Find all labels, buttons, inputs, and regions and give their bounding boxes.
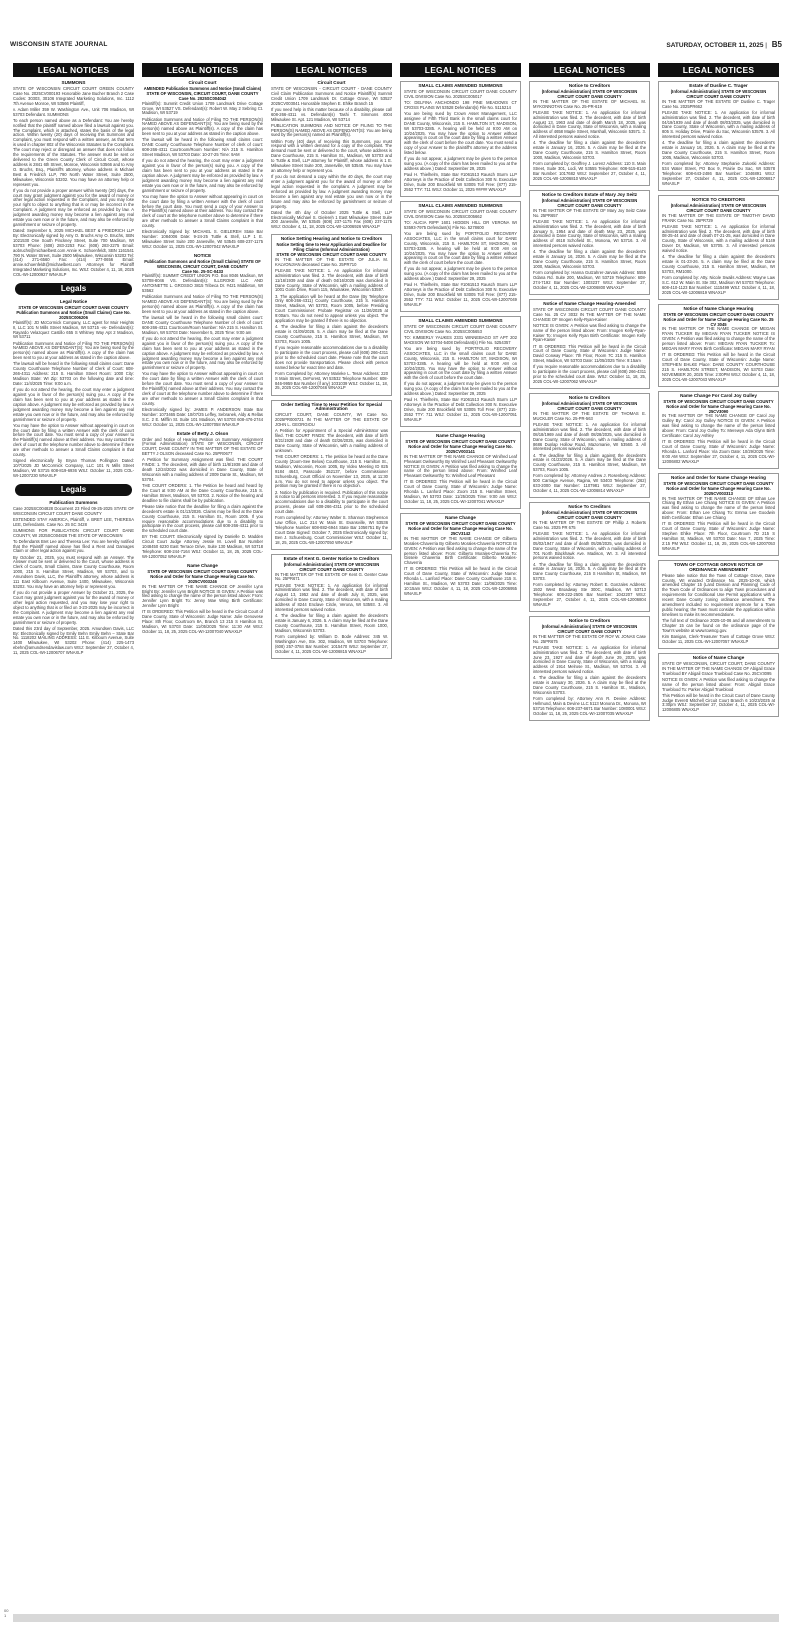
notice-paragraph: Form completed by: Atty. Nicole Swails Address: Wayne Law S.C. 612 W. Main St. Ste 302, Madison WI 53703 Telephone: 608-410-1123 Bar Number: 1115499 WSJ: October 4, 11, 18, 2025 COL-WI-12006819 WNAXLP [662, 275, 775, 295]
legal-notice [13, 81, 134, 278]
notice-paragraph: PLEASE TAKE NOTICE: 1. An application for informal administration was filed. 2. The decedent, with date of birth January 5, 1954 and date of death May 23, 2025, was domiciled in Dane County, State of Wisconsin, with a mailing address of 4618 Schofield St., Monona, WI 53716. 3. All interested persons waived notice. [533, 218, 646, 249]
notice-paragraph: TO: ALICIA RIPP 1601 HIDDEN HILL DR VERONA WI 53593-7975 Defendant(s) File No. 5278600 [404, 219, 517, 230]
notice-paragraph: PUBLICATION SUMMONS AND NOTICE OF FILING TO THE PERSON(S) NAMED ABOVE AS DEFENDANT(S): You are being sued by the person(s) named as Plaintiff(s). [271, 122, 392, 138]
notices-column [271, 63, 392, 1605]
notice-title: Notice and Order for Name Change Hearing [671, 474, 766, 480]
notice-heading: Publication Summons and Notice (Small Claims) Case No. 2025SC006206 [16, 309, 131, 320]
notice-paragraph: If you require reasonable accommodations due to a disability to participate in the court process, please call (608) 266-4311 prior to the scheduled court date. WSJ: October 11, 18, 25, 2025 COL-WI-12007062 WNAXLP [533, 364, 646, 385]
notice-heading: STATE OF WISCONSIN CIRCUIT COURT DANE COUNTY [276, 251, 387, 257]
notice-paragraph: Publication Summons and Notice of Filing TO THE PERSON(S) NAMED ABOVE AS DEFENDANT(S): You are being sued by the person(s) named above as Plaintiff(s). A copy of the claim has been sent to you at your address as stated in the caption above. [142, 116, 263, 137]
notice-paragraph: Form completed by: William D. Bode Address: 345 W. Washington Ave, Ste. 302, Madison, WI 53703 Telephone: (608) 257-3784 Bar Number: 1015470 WSJ: September 27, October 4, 11, 2025 COL-WI-12006815 WNAXLP [275, 634, 388, 654]
notice-paragraph: Form completed by: Hanna Gutzahrer-Jarvais Address: 5555 Odana Rd. Suite 200, Madison, WI 53719 Telephone: 608-274-7192 Bar Number: 1003237 WSJ: September 27, October 4, 11, 2025 COL-WI-12006800 WNAXLP [533, 270, 646, 290]
legal-notice [529, 502, 650, 612]
notice-paragraph: Signed electronically by Bryan Thomas Pollington Dated: 10/7/2025 JD McCormick Company, LLC 101 N Mills Street Madison, WI 53715 608-819-6936 WSJ: October 11, 2025 COL-WI-12007230 WNAXLP [13, 458, 134, 478]
notice-paragraph: PLEASE TAKE NOTICE: 1. An application for informal administration was filed. 2. The decedent, with date of birth 04/19/1939 and date of death 08/03/2025, was domiciled in Dane County, State of Wisconsin, with a mailing address of 805 S. Holiday Drive, Prairie du Sac, Wisconsin 53578. 3. All interested persons waived notice. [662, 109, 775, 140]
notices-column [529, 63, 650, 1605]
notice-paragraph: Case 2025SC004828 Document 23 Filed 09-25-2025 STATE OF WISCONSIN CIRCUIT COURT DANE COUNTY [13, 505, 134, 516]
notice-title: Publication Summons [49, 499, 98, 505]
notice-paragraph: Paul H. Thielhelm, State Bar #1061513 Rausch Sturm LLP Attorneys in the Practice of Debt Collection 300 N. Executive Drive, Suite 200 Brookfield WI 53005 Toll Free: (877) 215-2552 TTY: 711 WSJ: October 11, 2025 COL-WI-12007051 WNAXLP [404, 397, 517, 422]
notice-paragraph: STATE OF WISCONSIN, CIRCUIT COURT, DANE COUNTY IN THE MATTER OF THE NAME CHANGE OF Abigail Grace Trueblood BY Abigail Grace Trueblood Case No. 25CV3095 [662, 660, 775, 676]
notice-heading: AMENDED Publication Summons and Notice (Small Claims) STATE OF WISCONSIN, CIRCUIT COURT, DANE COUNTY [143, 85, 262, 96]
legal-notice [400, 81, 521, 197]
notice-paragraph: Plaintiff(s): JD McCormick Company, LLC agent for Muir Heights II, LLC 101 N Mills Street Madison, WI 53715 -vs- Defendant(s): Rayardo Velazquez Castillo 655 S Whitney Way Apt 2 Madison, WI 53711 [13, 319, 134, 340]
notice-paragraph: PLEASE TAKE NOTICE: 1. An application for informal administration was filed. 2. The decedent, with date of birth August 13, 1963 and date of death March 18, 2025, was domiciled in Dane County, State of Wisconsin, with a mailing address of 4658 Maple Street, Marshall, Wisconsin 53571. 3. All interested persons waived notice. [533, 109, 646, 140]
notice-paragraph: Form completed by: Geoffrey J. Lorenz Address: 110 S. Main Street, Suite 301, Lodi, WI 53555 Telephone: 608-515-8140 Bar Number: 1017682 WSJ: September 27, October 4, 11, 2025 COL-WI-12006810 WNAXLP [533, 161, 646, 181]
notice-paragraph: IN THE MATTER OF THE NAME CHANGE OF Ethan Lee Chiang By Ethan Lee Chiang NOTICE IS GIVEN: A Petition was filed asking to change the name of the person listed above: From: Ethan Lee Chiang To: Emma Lee Goodwin Birth Certificate: Ethan Lee Chiang [662, 495, 775, 521]
notice-paragraph: NOTICE IS GIVEN: A Petition was filed asking to change the name of the person listed above: From: Abigail Grace Trueblood To: Parker Abigail Trueblood [662, 676, 775, 692]
notice-paragraph: PLEASE TAKE NOTICE: 1. An application for informal administration was filed. 2. The decedent, with date of birth 08-25-44 and date of death 07-21-25, was domiciled in Dane County, State of Wisconsin, with a mailing address of 5149 Dover Dr, Madison, WI 53705. 3. All interested persons waived notice. [662, 223, 775, 254]
notice-paragraph: If you do not provide a proper answer within twenty (20) days, the court may grant judgment against you for the award of money or other legal action requested in the Complaint, and you may lose your right to object to anything that is or may be incorrect in the Complaint. A judgment may be enforced as provided by law. A judgment awarding money may become a lien against any real estate you own now or in the future, and may also be enforced by garnishment or seizure of property. [13, 187, 134, 227]
notice-title: Name Change Hearing [435, 433, 485, 439]
notice-title: Circuit Court [188, 80, 217, 85]
notice-title: Order Setting Time to Hear Petition for Special Administration [280, 401, 383, 412]
column-header: LEGAL NOTICES [658, 63, 779, 77]
page-footer-band [13, 1614, 779, 1622]
notice-paragraph: A Petition for Appointment of a Special Administrator was filed. THE COURT FINDS: The decedent, with date of birth 8/21/1928 and date of death 02/26/2025, was domiciled in Dane County, State of Wisconsin, with a mailing address of unknown. [275, 428, 388, 453]
legal-notice [529, 299, 650, 389]
notice-paragraph: 4. The deadline for filing a claim against the decedent's estate is January 16, 2026. 5. A claim may be filed at the Dane County Courthouse, 215 S. Hamilton Street, Room 1000, Madison, Wisconsin 53703. [533, 140, 646, 161]
notice-paragraph: The lawsuit will be heard in the following small claims court: Dane County Courthouse Telephone Number of Clerk of Court: 608-266-4311 Address: 215 S. Hamilton Street Room: 1000 City: Madison State: WI Zip: 53703 on the following date and time: Date: 11/4/2025 Time: 9:00 a.m. [13, 361, 134, 386]
section-banner: Legals [15, 283, 132, 295]
notice-paragraph: Plaintiff(s): SUMMIT CREDIT UNION P.O. Box 8046 Madison, WI 53708-8046 VS. Defendant(s): ILLGROKE LLC AND ANTOINETTE L. GROSSO 3815 Tribeca Dr. #421 Middleton, WI 53562 [142, 273, 263, 294]
notice-paragraph: THE COURT ORDERS: 1. The Petition be heard and heard by the Court at 9:00 AM at the Dane County Courthouse, 215 S. Hamilton Street, Madison, WI 53703. 2. Notice of the hearing and deadline to file claims shall be by publication. [142, 483, 263, 503]
notice-paragraph: If you do not attend the hearing, the court may enter a judgment against you in favor of the person(s) suing you. A copy of the claim has been sent to you at your address as stated in the caption above. A judgment may be enforced as provided by law. A judgment awarding money may become a lien against any real estate you own now or in the future, and may also be enforced by garnishment or seizure of property. [142, 158, 263, 193]
notice-paragraph: 4. The deadline for filing a claim against the decedent's estate is January 6, 2026. 5. A claim may be filed at the Dane County Courthouse, 215 S. Hamilton Street, Room 1000, Madison, Wisconsin 53703. [275, 613, 388, 633]
notice-paragraph: You may have the option to Answer without appearing in court on the court date by filing a written Answer with the clerk of court before the court date. You must send a copy of your Answer to the Plaintiff(s) named above at their address. You may contact the clerk of court at the telephone number above to determine if there are other methods to answer a Small Claims complaint in that county. [13, 422, 134, 458]
margin-mark-line-1: 00 [4, 1608, 9, 1613]
notice-paragraph: Please take notice that the deadline for filing a claim against the decedent's estate is 01/13/2026. Claims may be filed at the Dane County Courthouse, 215 S. Hamilton St., Room 1005. If you require reasonable accommodations due to a disability to participate in the court process, please call 608-266-4311 prior to the scheduled court date. [142, 503, 263, 534]
legal-notice [271, 554, 392, 659]
notice-paragraph: If you do not provide a proper Answer by October 21, 2025, the Court may grant judgment against you for the award of money or other legal action requested, and you may lose your right to object to anything that is or filed on 3-23-2025 may be incorrect in the Complaint. A judgment may become a lien against any real estate you own now or in the future, and may also be enforced by garnishment or seizure of property. [13, 590, 134, 625]
notice-paragraph: A Petition for Summary Assignment was filed. THE COURT FINDS: 1. The decedent, with date of birth 11/8/1938 and date of death 12/24/2022 was domiciled in Dane County, State of Wisconsin with a mailing address of 2009 Dante St., Madison, WI 53704. [142, 457, 263, 482]
notice-paragraph: PLEASE TAKE NOTICE: 1. An application for informal administration was filed. 2. The decedent, with date of birth 08/18/1969 and date of death 08/28/2025, was domiciled in Dane County, State of Wisconsin, with a mailing address of 8686 Dunlap Hollow Road, Mazomanie, WI 53560. 3. All interested persons waived notice. [533, 421, 646, 452]
notice-title: Notice to Creditors [568, 618, 611, 624]
notice-paragraph: IN THE MATTER OF THE NAME CHANGE OF Winifred Leaf Pheasant Owlsworthy By Winifred Leaf Pheasant Owlsworthy NOTICE IS GIVEN: A Petition was filed asking to change the name of the person listed above: From: Winifred Leaf Pheasant Owlsworthy To: Winifred Leaf Pheasant [404, 453, 517, 479]
notice-heading: (Informal Administration) STATE OF WISCONSIN CIRCUIT COURT DANE COUNTY [541, 88, 638, 99]
notice-paragraph: IN THE MATTER OF THE ESTATE OF ROY W. JONAS Case No. 25PR675 [533, 633, 646, 644]
legal-notice [658, 304, 779, 387]
notice-heading: (Informal Administration) STATE OF WISCONSIN CIRCUIT COURT DANE COUNTY [541, 510, 638, 520]
notice-paragraph: Form completed by: Attorney Stephanie Zukoski Address: 534 Water Street, PO Box 9, Prairie Du Sac, WI 53578 Telephone: 608-643-2486 Bar Number: 1046891 WSJ: September 27, October 4, 11, 2025 COL-WI-12006817 WNAXLP [662, 161, 775, 186]
notice-heading: STATE OF WISCONSIN CIRCUIT COURT DANE COUNTY Notice and Order for Name Change Hearing Case No. 2025CV003313 [663, 480, 774, 496]
margin-mark [4, 1608, 8, 1618]
notice-paragraph: Please take notice that the Town of Cottage Grove, Dane County, WI enacted Ordinance No. 2025-10-06, which amended Chapter 15 (Land Division and Planning) Code of the Town Code of Ordinances to align Town procedures and requirements for Conditional Use Permit applications with a recent Dane County zoning ordinance amendment. The amendment included no requirement anymore for a Town public hearing; the Town must consider the application within timelines to make its recommendations. [662, 572, 775, 617]
notice-heading: (Informal Administration) STATE OF WISCONSIN CIRCUIT COURT DANE COUNTY [670, 202, 767, 213]
notice-paragraph: 4. The deadline for filing a claim against the decedent's estate is 01/23/2026. 5. A claim may be filed at the Dane County Courthouse, 215 S. Hamilton Street, Madison, WI 53703, Room 1005. [533, 452, 646, 473]
notice-paragraph: v. Adam Miller 359 W. Washington Ave., Unit 706 Madison, WI 53703 Defendant. SUMMONS [13, 106, 134, 117]
notice-heading: (Informal Administration) STATE OF WISCONSIN CIRCUIT COURT DANE COUNTY [541, 197, 638, 208]
notice-paragraph: IT IS ORDERED: This Petition will be heard in the Circuit Court of Dane County, State of Wisconsin: Judge Name: Julie Genovese Place: 8th Floor, Courtroom 8A, Branch 13 215 S Hamilton St, Madison, WI 53703 Date: 11/05/2025 Time: 11:30 AM WSJ: October 11, 18, 25, 2025 COL-WI-12007040 WNAXLP [142, 609, 263, 634]
notice-paragraph: IT IS ORDERED: This Petition will be heard in the Circuit Court of Dane County, State of Wisconsin: Judge Name: Rhonda L. Lanford Place: Dane County Courthouse 215 S. Hamilton St., Madison, WI 53703 Date: 11/06/2025 Time: 10:15am WSJ: October 4, 11, 18, 2025 COL-WI-12006955 WNAXLP [404, 566, 517, 596]
notice-title: Notice of Name Change [692, 654, 745, 660]
notice-title: Name Change [445, 515, 476, 521]
notice-heading: Case No. 25-SC-0433 [181, 268, 224, 274]
notice-paragraph: Form completed by: Attorney Ann R. Devine Address: Hellmund, Main & Devine LLC 5113 Monona Dr., Monona, WI 53716 Telephone: 608-237-6671 Bar Number: 1080001 WSJ: October 11, 18, 25, 2025 COL-WI-12007035 WNAXLP [533, 696, 646, 716]
notice-paragraph: You may have the option to Answer without appearing in court on the court date by filing a written Answer with the clerk of court before the court date. You must send a copy of your Answer to the Plaintiff(s) named above at their address. You may contact the clerk of court at the telephone number above to determine if there are other methods to answer a Small Claims complaint in that county. [142, 371, 263, 406]
notice-paragraph: IT IS ORDERED: This Petition will be heard in the Circuit Court of Dane County, State of Wisconsin: Judge Name: Rhonda L. Lanford Place: Zoom 215 S. Hamilton Street, Madison, WI 53703 Date: 11/25/2025 Time: 9:00 am WSJ: October 11, 18, 25, 2025 COL-WI-12007041 WNAXLP [404, 479, 517, 505]
notice-paragraph: Paul H. Thielhelm, State Bar #1061513 Rausch Sturm LLP Attorneys in the Practice of Debt Collection 300 N. Executive Drive, Suite 200 Brookfield WI 53005 Toll Free: (877) 215-2552 TTY: 711 WSJ: October 11, 2025 COL-WI-12007049 WNAXLP [404, 282, 517, 307]
notice-paragraph: IN THE MATTER OF THE NAME CHANGE OF Carol Joy Gulley By: Carol Joy Gulley NOTICE IS GIVEN: A Petition was filed asking to change the name of the person listed above: From: Carol Joy Gulley To: Merewyn Ada Glynn Birth Certificate: Carol Joy Ashley [662, 413, 775, 439]
notice-heading: STATE OF WISCONSIN CIRCUIT COURT DANE COUNTY Notice and Order for Name Change Hearing Case No. 25CV3142 [405, 521, 516, 536]
notice-heading: STATE OF WISCONSIN CIRCUIT COURT DANE COUNTY Notice and Order for Name Change Hearing Case No. 2025CV003141 [405, 439, 516, 454]
notice-paragraph: Order and Notice of Hearing Petition on Summary Assignment (Formal Administration) STATE OF WISCONSIN, CIRCUIT COURT, DANE COUNTY IN THE MATTER OF THE ESTATE OF BETTY J OLSON deceased Case No. 25PR0677 [142, 436, 263, 457]
notice-paragraph: Form completed by: Attorney Walter S. Shannon Stephenson Law Office, LLC 214 W. Main St. Evansville, WI 53536 Telephone Number 608-882-6944 State Bar 1056751 By the Court Date Signed: October 7, 2025 Electronically signed by: Ben J. Schuenburg, Court Commissioner WSJ: October 11, 18, 25, 2025 COL-WI-12007050 WNAXLP [275, 515, 388, 545]
notice-paragraph: IN THE MATTER OF THE ESTATE OF Kent G. Genter Case No. 25PR671 [275, 571, 388, 582]
notice-paragraph: 4. The deadline for filing a claim against the decedent's estate is January 16, 2026. 5. A claim may be filed at the Dane County Courthouse, 215 S Hamilton St, Madison, WI 53703. [533, 561, 646, 582]
notice-paragraph: You are being sued by PORTFOLIO RECOVERY ASSOCIATES, LLC in the small claims court for DANE County, Wisconsin, 215 S. HAMILTON ST, MADISON, WI 53703-3285. A hearing will be held at 9:00 AM on 10/24/2025. You may have the option to Answer without appearing in court on the court date by filing a written Answer with the clerk of court before the court date. [404, 345, 517, 381]
notice-title: Circuit Court [317, 80, 346, 85]
notice-paragraph: IN THE MATTER OF THE NAME CHANGE OF MEGAN RYAN TUCKER By MEGAN RYAN TUCKER NOTICE IS GIVEN: A Petition was filed asking to change the name of the person listed above: From: MEGAN RYAN TUCKER To: MEGAN MARY RYAN Birth Certificate: MEGAN MARY RYAN [662, 326, 775, 352]
notice-title: Estate of Betty J. Olson [176, 430, 229, 436]
issue-date: SATURDAY, OCTOBER 11, 2025 [666, 41, 764, 49]
masthead-right [666, 40, 782, 49]
notice-paragraph: If you do not appear, a judgment may be given to the person suing you. (A copy of the claim has been mailed to you at the address above.) Dated: September 29, 2025 [404, 266, 517, 282]
column-header: LEGAL NOTICES [400, 63, 521, 77]
notice-paragraph: Form completed by: Attorney Andrew J. Rosenberg Address: 500 Carriage Avenue, Ragina, WI 53403 Telephone: (262) 633-2000 Bar Number: 1107981 WSJ: September 27, October 4, 11, 2025 COL-WI-12006814 WNAXLP [533, 473, 646, 494]
column-header: LEGAL NOTICES [13, 63, 134, 77]
notice-paragraph: IN THE MATTER OF THE NAME CHANGE OF Gilberto Morales-Chaverria By Gilberto Morales-Chaverria NOTICE IS GIVEN: A Petition was filed asking to change the name of the person listed above: From: Gilberto Morales-Chaverria To: Gissele Chaverria Birth Certificate: Gilberto Morales-Chaverria [404, 535, 517, 566]
notice-paragraph: If you do not appear, a judgment may be given to the person suing you. (A copy of the claim has been mailed to you at the address above.) Dated: September 29, 2025 [404, 381, 517, 397]
notice-heading: Notice Setting time to Hear Application and Deadline for Filing Claims (Informal Administration) [276, 242, 387, 253]
notice-title: Notice Setting Hearing and Notice to Creditors [280, 236, 383, 242]
legal-notice [529, 81, 650, 186]
notice-title: TOWN OF COTTAGE GROVE NOTICE OF ORDINANCE AMENDMENT [673, 561, 764, 572]
notice-paragraph: SUMMONS FOR PUBLICATION CIRCUIT COURT DANE COUNTY, WI 2025SC004828 THE STATE OF WISCONSIN [13, 527, 134, 538]
notice-paragraph: Kim Banigan, Clerk-Treasurer Town of Cottage Grove WSJ: October 11, 2025 COL-WI-12007057 WNAXLP [662, 633, 775, 644]
notice-title: SUMMONS [61, 80, 86, 85]
notice-paragraph: If you do not attend the hearing, the court may enter a judgment against you in favor of the person(s) suing you. A copy of the claim has been sent to you at your address as stated in the caption above. A judgment may be enforced as provided by law. A judgment awarding money may become a lien against any real estate you own now or in the future, and may also be enforced by garnishment or seizure of property. [142, 335, 263, 371]
legal-notice [400, 431, 521, 509]
notice-title: Notice To Creditors [568, 504, 611, 510]
notice-paragraph: The full text of Ordinance 2025-10-06 and all amendments to Chapter 15 can be found on the ordinance page of the Town's website at www.towncg.gov. [662, 618, 775, 633]
notice-paragraph: IN THE MATTER OF THE ESTATE OF Dusline C. Trager Case No. 2025PR662 [662, 98, 775, 109]
notice-paragraph: NOTICE IS GIVEN: A Petition was filed asking to change the name of the person listed above: From: Imogen Kelly-Ryan-Kaiser To: Imogen Kelly Ryan Birth Certificate: Imogen Kelly Ryan-Kaiser [533, 322, 646, 343]
notice-paragraph: 2. Notice by publication is required. Publication of this notice is notice to all persons interested. 3. If you require reasonable accommodations due to a disability to participate in the court process, please call 608-266-4311 prior to the scheduled court date. [275, 489, 389, 515]
legal-notice [658, 195, 779, 300]
legal-notice [529, 616, 650, 721]
column-header: LEGAL NOTICES [529, 63, 650, 77]
notice-title: Name Change For Carol Joy Gulley [680, 392, 757, 398]
legal-notice [529, 190, 650, 295]
notice-paragraph: Dated this 23rd day of September, 2025. Amundsen Davis, LLC By: Electronically signed by Emily Behn Emily Behn – State Bar No. 1118202 MAILING ADDRESS: 111 E. Kilbourn Avenue, Suite 1400 Milwaukee, WI 53202 Phone: (414) 225-1473 ebehn@amundsendavislaw.com WSJ: September 27, October 4, 11, 2025 COL-WI-12006707 WNAXLP [13, 625, 134, 656]
notice-heading: STATE OF WISCONSIN CIRCUIT COURT DANE COUNTY Notice and Order for Name Change Hearing Case No. 25CV3090 [663, 398, 774, 414]
notice-heading: (Informal Administration) STATE OF WISCONSIN CIRCUIT COURT DANE COUNTY [670, 88, 767, 99]
notice-paragraph: Dated the 4th day of October 2025 Tuttle & Stell, LLP Electronically Michael S. Gielereh 1 East Milwaukee Street Suite 200 Janesville, WI 53545 (608) 237-1175 Fax (608) 237-1175 WSJ: October 4, 11, 18, 2025 COL-WI-12006926 WNAXLP [271, 209, 392, 230]
notice-title: Estate of Kent G. Genter Notice to Creditors [283, 555, 380, 561]
notice-paragraph: IT IS ORDERED: This Petition will be heard in the Circuit Court of Dane County, State of Wisconsin: Judge Name: STEPHEN EHLKE Place: DANE COUNTY COURTHOUSE 215 S. HAMILTON STREET, MADISON, WI 53703 Date: NOVEMBER 20, 2025 Time: 2:00PM WSJ: October 4, 11, 18, 2025 COL-WI-12007043 WNAXLP [662, 352, 775, 382]
legal-notice [142, 432, 263, 560]
notice-paragraph: IN THE MATTER OF THE ESTATE OF Phillip J. Roberts Case No. 2025 PR 675 [533, 519, 646, 530]
notices-column [400, 63, 521, 1605]
notice-paragraph: To Defendants Bret Lee and Theresa Lee: You are hereby notified that the Plaintiff named above has filed a Rent and Damages Claim or other legal action against you. [13, 538, 134, 554]
notice-paragraph: IT IS ORDERED: This Petition will be heard in the Circuit Court of Dane County, State of Wisconsin: Judge Name: Stephen Ehlke Place: 7th Floor, Courtroom 7D 215 S Hamilton St, Madison, WI 53703 Date: Nov 7, 2025 Time: 2:15 PM WSJ: October 11, 18, 25, 2025 COL-WI-12007053 WNAXLP [662, 521, 775, 551]
legal-notice [271, 81, 392, 230]
notice-paragraph: 4. The deadline for filing a claim against the decedent's estate is 01-23-26. 5. A claim may be filed at the Dane County Courthouse, 215 S. Hamilton Street, Madison, WI 53703, RM1000. [662, 254, 775, 274]
notice-paragraph: Plaintiff(s): Summit Credit Union 1709 Landmark Drive Cottage Grove, WI 53527 VS. Defendant(s): Robert W. May 2 Sebring Ct. Madison, WI 53719 [142, 100, 263, 116]
notice-paragraph: Publication Summons and Notice of Filing TO THE PERSON(S) NAMED ABOVE AS DEFENDANT(S): You are being sued by the person(s) named above as Plaintiff(s). A copy of the claim has been sent to you at your address as stated in the caption above. [13, 340, 134, 361]
notice-title: Legal Notice [59, 299, 88, 305]
notice-paragraph: EXTENDED STAY AMERICA, Plaintiff, v. BRET LEE, THERESA LEE, Defendants. Case No. 25 SC 3428 [13, 516, 134, 527]
notice-title: Notice to Creditors Estate of Mary Joy Seitz [541, 191, 638, 197]
legal-notice [142, 81, 263, 250]
separator: | [765, 41, 767, 49]
column-header: LEGAL NOTICES [142, 63, 263, 77]
notice-heading: STATE OF WISCONSIN CIRCUIT COURT DANE COUNTY Notice and Order for Name Change Hearing Case No. 2025CV003246 [147, 568, 258, 584]
notice-paragraph: IN THE MATTER OF THE ESTATE OF THOMAS E. MUCKLER Case No. 25-PR-563 [533, 410, 646, 421]
publication-name: WISCONSIN STATE JOURNAL [10, 40, 108, 48]
notice-paragraph: To each person named above as a Defendant: You are hereby notified that the plaintiff named above filed a lawsuit against you. The Complaint, which is attached, states the basis of the legal action. Within twenty (20) days of receiving this Summons and Complaint, you must respond with a written answer, as that term is used in chapter 802 of the Wisconsin Statutes to the Complaint. The court may reject or disregard an answer that does not follow the requirements of the Statutes. The answer must be sent or delivered to the Green County Clerk of Circuit Court, whose address is 2841 6th Street, Monroe, Wisconsin 53566 and to Amy O. Bruchs, Esq., Plaintiff's attorney, whose address is Michael Best & Friedrich LLP, 790 North Water Street, Suite 2500, Milwaukee, Wisconsin 53202. You may have an attorney help or represent you. [13, 117, 134, 187]
notices-column [13, 63, 134, 1605]
legal-notice [658, 81, 779, 191]
legal-notice [271, 400, 392, 550]
notice-paragraph: If you need help in this matter because of a disability, please call 608-266-4311 vs. Defendant(s) Tashi T. Simmons 4004 Milwaukee St. Apt. 121 Madison, WI 53714 [271, 106, 392, 122]
notice-paragraph: TO: DELFINA ANCHONDO 198 PINE MEADOWS CT CROSS PLAINS WI 53528 Defendant(s) File No. 5115214 [404, 99, 517, 110]
notice-paragraph: IN THE MATTER OF THE NAME CHANGE OF Jennifer Lynn Bright By: Jennifer Lynn Bright NOTICE IS GIVEN: A Petition was filed asking to change the name of the person listed above: From: Jennifer Lynn Bright To: Jenny Mae Wing Birth Certificate: Jennifer Lynn Bright [142, 583, 263, 609]
legal-notice [400, 201, 521, 312]
page-number: B5 [771, 39, 782, 49]
legal-notice [271, 234, 392, 395]
legal-notice [13, 300, 134, 479]
notice-paragraph: PLEASE TAKE NOTICE: 1. An application for informal administration was filed. 2. The decedent, with date of birth 05/02/1947 and date of death 05/28/2025, was domiciled in Dane County, State of Wisconsin, with a mailing address of 701 North Blackhawk Ave. Madison, WI. 3. All interested persons waived notice. [533, 530, 646, 561]
margin-mark-line-2: 1 [4, 1613, 7, 1618]
notice-title: SMALL CLAIMS AMENDED SUMMONS [418, 83, 503, 88]
notice-heading: (Informal Administration) STATE OF WISCONSIN CIRCUIT COURT DANE COUNTY [283, 561, 380, 572]
notice-paragraph: The lawsuit will be heard in the following small claims court: DANE County Courthouse Telephone Number of clerk of court: 608-266-4311 Courtroom/Room Number: N/A 215 S. Hamilton Street Madison, WI 53703 Date: 10-27-25 Time: 9AM [142, 137, 263, 158]
notice-paragraph: CIRCUIT COURT, DANE COUNTY, WI Case No. 2025PR000721 IN THE MATTER OF THE ESTATE OF JOHN L. GEORGIOU [275, 412, 388, 428]
legal-notice [529, 393, 650, 498]
notice-paragraph: STATE OF WISCONSIN CIRCUIT COURT DANE COUNTY CIVIL DIVISION Case No. 2025SC005017 [404, 88, 517, 99]
notice-paragraph: Within Forty (40) days of receiving this Summons, you must respond with a written demand for a copy of the complaint. The demand must be sent or delivered to the court, whose address is Dane Courthouse, 215 S. Hamilton St., Madison, WI 53703 and to Tuttle & Stell, LLP attorney for Plaintiff, whose address is 1 E. Milwaukee Street Suite 200, Janesville, WI 53545. You may have an attorney help or represent you. [271, 138, 392, 173]
notice-paragraph: PLEASE TAKE NOTICE: 1. An application for informal administration was filed. 2. The decedent, with date of birth 11/16/1939 and date of death 04/16/2025 was domiciled in Dane County, State of Wisconsin, with a mailing address of 1001 Gorin Drive, Room 115, Waunakee, Wisconsin 53597. [275, 267, 388, 293]
column-header: LEGAL NOTICES [271, 63, 392, 77]
notices-column [658, 63, 779, 1605]
notice-paragraph: STATE OF WISCONSIN CIRCUIT COURT DANE COUNTY CIVIL DIVISION Case No. 2025SC005653 [404, 323, 517, 334]
notice-paragraph: Paul H. Thielhelm, State Bar #1061513 Rausch Sturm LLP Attorneys in the Practice of Debt Collection 300 N. Executive Drive, Suite 200 Brookfield WI 53005 Toll Free: (877) 215-2552 TTY: 711 WSJ: October 11, 2025 ##### WNAXLP [404, 172, 517, 192]
notices-grid [13, 63, 779, 1605]
notice-paragraph: Form completed by: Attorney Robert E. Gonzales Address: 1502 West Broadway Ste 300C, Madison, WI 53713 Telephone: 608-222-2505 Bar Number: 1042207 WSJ: September 27, October 4, 11, 2025 COL-WI-12006804 WNAXLP [533, 582, 646, 607]
notice-paragraph: This Petition will be heard in the Circuit Court of Dane County Judge Everett Mitchell Circuit Court Branch 6 10/23/2025 at 3:30pm WSJ: September 27, October 4, 11, 2025 COL-WI-12006805 WNAXLP [662, 692, 775, 713]
notice-paragraph: 4. The deadline for filing a claim against the decedent's estate is January 16, 2026. 5. A claim may be filed at the Dane County Courthouse, 215 S. Hamilton Street, Room 1005, Madison, Wisconsin 53703. [662, 140, 775, 161]
legal-notice [658, 391, 779, 469]
notice-paragraph: You may have the option to Answer without appearing in court on the court date by filing a written Answer with the clerk of court before the court date. You must send a copy of your Answer to the Plaintiff(s) named above at their address. You may contact the clerk of court at the telephone number above to determine if there are other methods to answer a Small Claims complaint in that county. [142, 193, 263, 229]
page-masthead [10, 38, 782, 50]
legal-notice [400, 316, 521, 427]
notice-paragraph: IN THE MATTER OF THE ESTATE OF TIMOTHY DAVID FRANK Case No. 25PR729 [662, 212, 775, 223]
notice-paragraph: 4. The deadline for filing a claim against the decedent's estate is January 30, 2026. 5. A claim may be filed at the Dane County Courthouse, 215 S. Hamilton St., Madison, Wisconsin 53703. [533, 675, 646, 696]
notice-paragraph: IN THE MATTER OF THE ESTATE OF Mary Joy Seitz Case No. 25PR657 [533, 207, 646, 218]
notice-paragraph: PLEASE TAKE NOTICE: 1. An application for informal administration was filed. 2. The decedent, with date of birth August 13, 1952 and date of death July 8, 2025, was domiciled in Dane County, State of Wisconsin, with a mailing address of 8244 Enclave Circle, Verona, WI 53593. 3. All interested persons waived notice. [275, 582, 388, 613]
notice-paragraph: IN THE MATTER OF THE ESTATE OF JULIA M. KALVONJIAN deceased Case No. 25PR710 [275, 256, 388, 267]
notice-paragraph: 4. The deadline for filing a claim against the decedent's estate is January 16, 2026. 5. A claim may be filed at the Dane County Courthouse, 215 S. Hamilton Street, Room 1000, Madison, Wisconsin 53703. [533, 249, 646, 270]
legal-notice [13, 501, 134, 656]
notice-heading: (Informal Administration) STATE OF WISCONSIN CIRCUIT COURT DANE COUNTY [541, 401, 638, 411]
notice-paragraph: STATE OF WISCONSIN - CIRCUIT COURT - DANE COUNTY Civil Claim Publication Summons and Notice Plaintiff(s) Summit Credit Union 1709 Landmark Dr. Cottage Grove, WI 53527 2025CV003041 Honorable Stephen E. Ehlke Branch 15 [271, 85, 392, 106]
notice-title: Name Change [187, 563, 218, 568]
notice-title: Notice to Creditors [568, 395, 611, 401]
notice-paragraph: If you do not demand a copy within the 40 days, the court may enter a judgment against you for the award of money or other legal action requested in the complaint. A judgment may be enforced as provided by law. A judgment awarding money may become a lien against any real estate you own now or in the future and may also be enforced by garnishment or seizure of property. [271, 174, 392, 209]
notice-title: Notice to Creditors [568, 83, 611, 88]
notice-paragraph: PLEASE TAKE NOTICE: 1. An application for informal administration was filed. 2. The decedent, with date of birth June 23, 1927 and date of death June 29, 2025, was domiciled in Dane County, State of Wisconsin, with a mailing address of 1914 Melrose St., Madison, WI 53704. 3. All interested persons waived notice. [533, 644, 646, 675]
notice-paragraph: Electronically Signed by: MICHAEL S. GIELEREH State Bar Number: 1084006 Date: 9-24-25 Tuttle & Stell, LLP 1 E. Milwaukee Street Suite 200 Janesville, WI 53545 608-237-1175 WSJ: October 11, 2025 COL-WI-12007042 WNAXLP [142, 229, 263, 249]
notice-paragraph: IT IS ORDERED: This Petition will be heard in the Circuit Court of Dane County, State of Wisconsin: Judge Name: David Conway Place: 7th Floor, Room 7C 215 S. Hamilton Street, Madison, WI 53703 Date: 11/05/2025 Time: 9:15am [533, 343, 646, 364]
notice-title: SMALL CLAIMS AMENDED SUMMONS [418, 202, 503, 208]
notice-paragraph: IT IS ORDERED: This Petition will be heard in the Circuit Court of Dane County, State of Wisconsin: Judge Name: Rhonda L. Lanford Place: Via Zoom Date: 10/29/2025 Time: 9:00 AM WSJ: September 27, October 4, 11, 2025 COL-WI-12006802 WNAXLP [662, 439, 775, 464]
notice-heading: STATE OF WISCONSIN CIRCUIT COURT DANE COUNTY [18, 305, 129, 310]
notice-title: NOTICE [193, 252, 212, 258]
notice-paragraph: You are being sued by PORTFOLIO RECOVERY ASSOCIATES, LLC in the small claims court for DANE County, Wisconsin, 215 S. HAMILTON ST, MADISON, WI 53703-3285. A hearing will be held at 9:00 AM on 10/24/2025. You may have the option to Answer without appearing in court on the court date by filing a written Answer with the clerk of court before the court date. [404, 230, 517, 266]
notice-paragraph: THE COURT ORDERS: 1. The petition be heard at the Dane County (Zoom-See Below) Courthouse, 215 S. Hamilton St., Madison, Wisconsin, Room 1005, By Video Meeting ID 825 9184 4643, Passcode 352137, before Commissioner Schuenburg, Court Official on November 13, 2025, at 11:30 a.m. You do not need to appear unless you object. The petition may be granted if there is no objection. [275, 453, 388, 489]
notice-paragraph: IN THE MATTER OF THE ESTATE OF MICHAEL M. MYKONNOTAN Case No. 25-PR-619 [533, 98, 646, 109]
notice-heading: STATE OF WISCONSIN CIRCUIT COURT DANE COUNTY Notice and Order for Name Change Hearing Case No. 25 CV 3045 [663, 311, 774, 327]
notice-heading: Case No. 2025SC004042 [178, 95, 227, 101]
notice-title: SMALL CLAIMS AMENDED SUMMONS [418, 318, 503, 324]
notice-heading: Publication Summons and Notice (Small Claims) STATE OF WISCONSIN, CIRCUIT COURT, DANE COUNTY [144, 258, 261, 269]
notice-paragraph: By October 21, 2025, you must respond with an Answer. The Answer must be sent or delivered to the Court, whose address is Clerk of Courts, Small Claims, Dane County Courthouse, Room 1000, 215 S. Hamilton Street, Madison, WI 53703, and to Amundsen Davis, LLC, the Plaintiff's attorney, whose address is 111 East Kilbourn Avenue, Suite 1400, Milwaukee, Wisconsin 53202. You may have an attorney help or represent you. [13, 554, 134, 589]
notice-title: NOTICE TO CREDITORS [691, 196, 746, 202]
notice-paragraph: Electronically signed by: JAMES P. ANDERSON State Bar Number: 1073465 Date: 10/07/25 Leffey, Sebranek, Aldy & Rellas S.C. 2 E. Mifflin St. Suite 101 Madison, WI 53703 608-476-2744 WSJ: October 11, 2025 COL-WI-12007058 WNAXLP [142, 406, 263, 427]
legal-notice [400, 513, 521, 601]
notice-paragraph: TO: KIMBERLY YAUKES 2331 WINNEBAGO ST APT 202 MADISON WI 53704-5408 Defendant(s) File No. 5254357 [404, 334, 517, 345]
legal-notice [658, 653, 779, 718]
legal-notice [658, 560, 779, 649]
notice-paragraph: 3. The application will be heard at the Dane (By Telephone Only 608-266-4311) County Courthouse, 215 S. Hamilton Street, Madison, WI 53703, Room 1005, before Presiding Court Commissioner: Probate Registrar on 11/26/2025 at 9:00am. You do not need to appear unless you object. The application may be granted if there is no objection. [275, 293, 388, 324]
notice-paragraph: Form Completed by: Attorney Marieke L. Tesar Address: 220 S Main Street, DeForest, WI 53532 Telephone Number: 608-846-9959 Bar Number (if any) 1031039 WSJ: October 11, 18, 25, 2025 COL-WI-12007046 WNAXLP [275, 370, 388, 391]
notice-heading: (Informal Administration) STATE OF WISCONSIN CIRCUIT COURT DANE COUNTY [541, 623, 638, 634]
notice-paragraph: STATE OF WISCONSIN CIRCUIT COURT GREEN COUNTY Case No. 2025CV000193 Honorable Jane Bucher Branch 2 Case Codes: 30303, 30106 Integrated Marketing Solutions, Inc. 1112 7th Avenue Monroe, WI 53566 Plaintiff, [13, 85, 134, 106]
notice-paragraph: 4. The deadline for filing a claim against the decedent's estate is 01/09/2026. 5. A claim may be filed at the Dane County Courthouse, 215 S. Hamilton Street, Madison, WI 53703, Room 1005. [275, 324, 388, 344]
notice-paragraph: If you do not appear, a judgment may be given to the person suing you. (A copy of the claim has been mailed to you at the address above.) Dated: September 29, 2025 [404, 156, 517, 172]
section-banner: Legals [15, 484, 132, 496]
notice-title: Estate of Dusline C. Trager [689, 83, 748, 88]
notice-paragraph: If you require reasonable accommodations due to a disability to participate in the court process, please call (608) 266-4311 prior to the scheduled court date. Please note that the court does not provide transportation. Please check with person named below for exact time and date. [275, 345, 388, 370]
notice-title: Notice of Name Change Hearing [683, 305, 754, 311]
notice-paragraph: The lawsuit will be heard in the following small claims court: DANE County Courthouse Telephone Number of clerk of court: 608-266-4311 Courtroom/Room Number: N/A 215 S. Hamilton St. Madison, WI 53703 Date: November 5, 2025 Time: 9:00 am [142, 315, 263, 335]
notice-paragraph: BY THE COURT: Electronically signed by Danielle D. Madden Circuit Court Judge Attorney Jessie M. Lovell Bar Number 1048450 6230 East Terrace Drive, Suite 130 Madison, WI 53718 Telephone: 608-244-7164 WSJ: October 11, 18, 25, 2025 COL-WI-12007052 WNAXLP [142, 534, 263, 560]
notice-title: Notice of Name Change Hearing-Amended [543, 300, 636, 306]
notice-paragraph: STATE OF WISCONSIN CIRCUIT COURT DANE COUNTY CIVIL DIVISION Case No. 2025SC005662 [404, 208, 517, 219]
legal-notice [142, 564, 263, 635]
legal-notice [658, 473, 779, 556]
notice-paragraph: STATE OF WISCONSIN CIRCUIT COURT DANE COUNTY Case No. 25 CV 3032 IN THE MATTER OF THE NAME CHANGE OF Imogen Kelly-Ryan-Kaiser [533, 306, 646, 322]
notices-column [142, 63, 263, 1605]
notice-paragraph: If you do not attend the hearing, the court may enter a judgment against you in favor of the person(s) suing you. A copy of the claim has been sent to you at your address as stated in the caption above. A judgment may be enforced as provided by law. A judgment awarding money may become a lien against any real estate you own now or in the future, and may also be enforced by garnishment or seizure of property. [13, 387, 134, 422]
notice-paragraph: You are being sued by Crown Asset Management, LLC assignee of Fifth Third Bank in the small claims court for DANE County, Wisconsin, 215 S. HAMILTON ST, MADISON, WI 53703-3285. A hearing will be held at 9:00 AM on 10/24/2025. You may have the option to Answer without appearing in court on the court date by filing a written Answer with the clerk of court before the court date. You must send a copy of your Answer to the plaintiff's attorney at the address listed below. [404, 110, 517, 156]
legal-notice [142, 254, 263, 428]
notice-paragraph: Publication Summons and Notice of Filing TO THE PERSON(S) NAMED ABOVE AS DEFENDANT(S): You are being sued by the person(s) named above as Plaintiff(s). A copy of the claim has been sent to you at your address as stated in the caption above. [142, 294, 263, 314]
notice-paragraph: Dated: September 5, 2025 MICHAEL BEST & FRIEDRICH LLP By: Electronically signed by Amy O. Bruchs Amy O. Bruchs, SBN 1021530 One South Pinckney Street, Suite 700 Madison, WI 53703 Phone: (608) 283-2253 Fax: (608) 283-2275 Email: aobruchs@michaelbest.com Annie K. Schoenfeldt, SBN 1161541 790 N. Water Street, Suite 2500 Milwaukee, Wisconsin 53202 Tel: (414) 271-6560 Fax: (414) 277-0656 Email: annie.schoenfeldt@michaelbest.com Attorneys for Plaintiff Integrated Marketing Solutions, Inc. WSJ: October 4, 11, 18, 2025 COL-WI-12000927 WNAXLP [13, 228, 134, 278]
